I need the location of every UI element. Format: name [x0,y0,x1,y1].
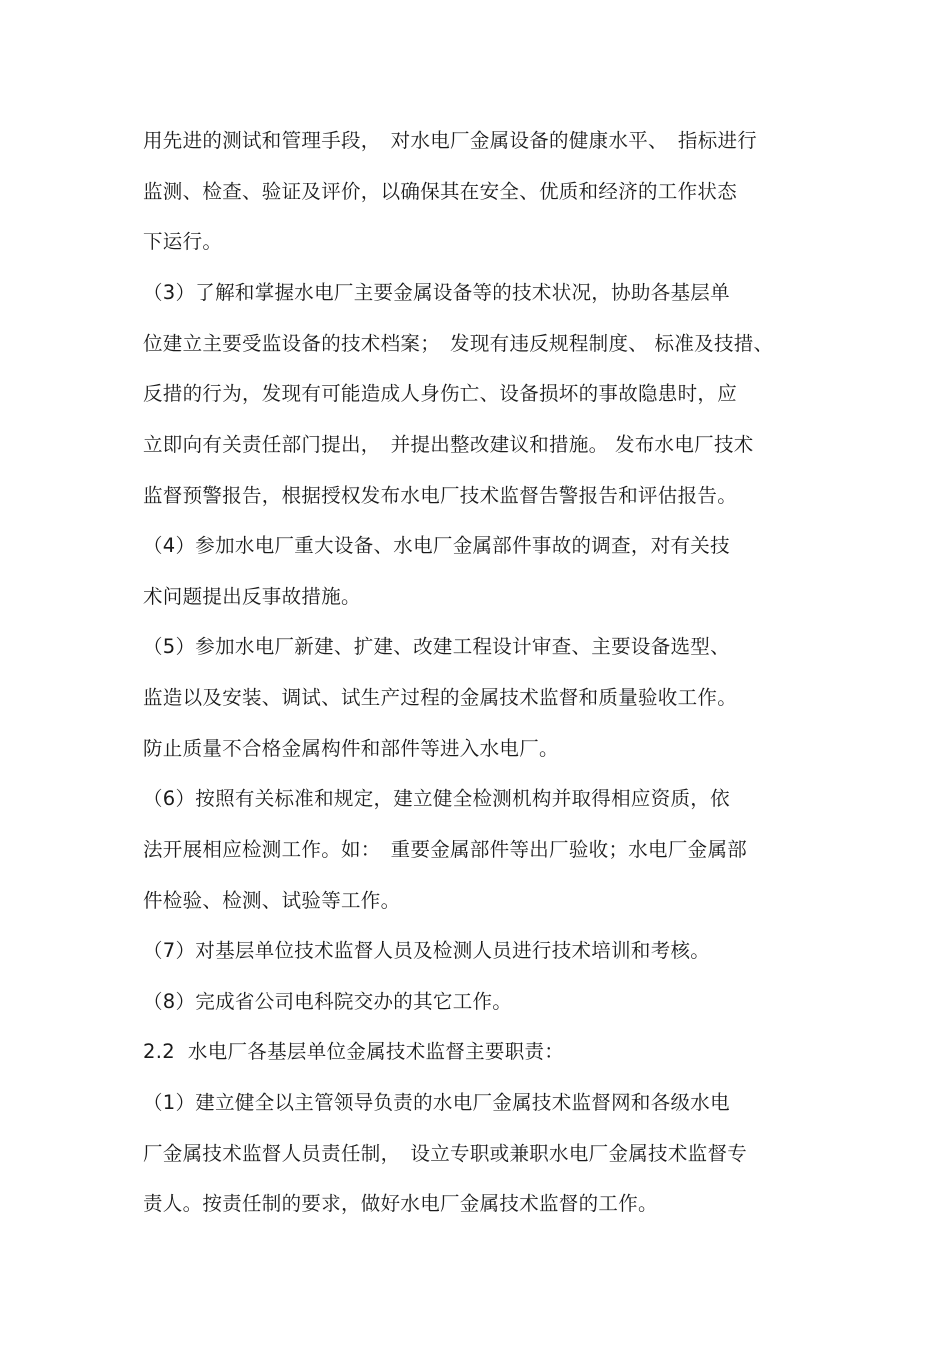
text-line: 监测、检查、验证及评价，以确保其在安全、优质和经济的工作状态 [143,180,738,203]
text-line: 立即向有关责任部门提出， 并提出整改建议和措施。 发布水电厂技术 [143,433,754,456]
text-line: （7）对基层单位技术监督人员及检测人员进行技术培训和考核。 [143,939,711,962]
text-line: 术问题提出反事故措施。 [143,585,361,608]
text-line: 反措的行为，发现有可能造成人身伤亡、设备损坏的事故隐患时，应 [143,382,738,405]
text-line: （1）建立健全以主管领导负责的水电厂金属技术监督网和各级水电 [143,1091,730,1114]
text-line: 下运行。 [143,230,223,253]
text-line: （4）参加水电厂重大设备、水电厂金属部件事故的调查，对有关技 [143,534,730,557]
text-line: （8）完成省公司电科院交办的其它工作。 [143,990,513,1013]
text-line: 用先进的测试和管理手段， 对水电厂金属设备的健康水平、 指标进行 [143,129,758,152]
section-heading: 2.2 水电厂各基层单位金属技术监督主要职责： [143,1040,565,1063]
text-line: 法开展相应检测工作。如： 重要金属部件等出厂验收；水电厂金属部 [143,838,748,861]
text-line: 监督预警报告，根据授权发布水电厂技术监督告警报告和评估报告。 [143,484,738,507]
text-line: 位建立主要受监设备的技术档案； 发现有违反规程制度、 标准及技措、 [143,332,774,355]
text-line: 责人。按责任制的要求，做好水电厂金属技术监督的工作。 [143,1192,658,1215]
text-line: 防止质量不合格金属构件和部件等进入水电厂。 [143,737,559,760]
text-line: 厂金属技术监督人员责任制， 设立专职或兼职水电厂金属技术监督专 [143,1142,748,1165]
text-line: 件检验、检测、试验等工作。 [143,889,401,912]
text-line: （3）了解和掌握水电厂主要金属设备等的技术状况，协助各基层单 [143,281,730,304]
text-line: （6）按照有关标准和规定，建立健全检测机构并取得相应资质，依 [143,787,730,810]
text-line: 监造以及安装、调试、试生产过程的金属技术监督和质量验收工作。 [143,686,738,709]
text-line: （5）参加水电厂新建、扩建、改建工程设计审查、主要设备选型、 [143,635,730,658]
